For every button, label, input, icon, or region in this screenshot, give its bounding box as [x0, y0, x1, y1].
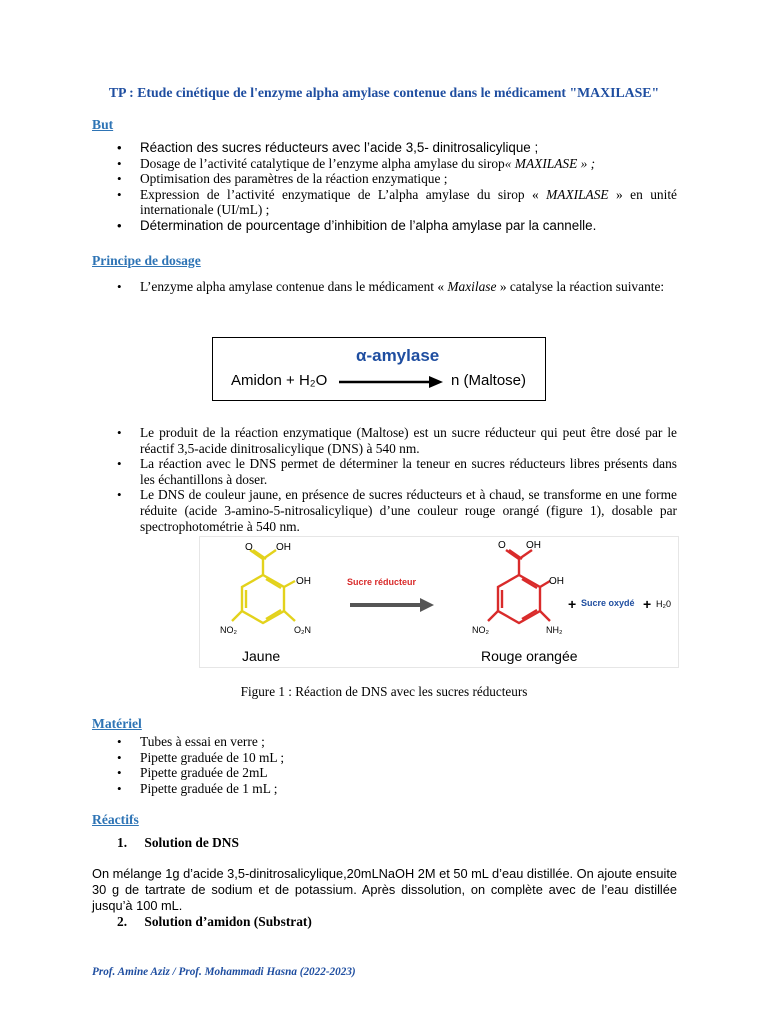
list-item: [117, 276, 677, 298]
plus-sign: +: [568, 596, 577, 612]
item-emphasis: Maxilase: [447, 279, 497, 294]
subheading-title-suffix: (Substrat): [250, 914, 312, 929]
plus-sign: +: [643, 596, 652, 612]
left-o-label: O: [245, 542, 253, 553]
list-item: [117, 156, 677, 172]
list-item: [117, 171, 677, 187]
right-no2-label: NO₂: [472, 625, 489, 635]
h2o-label: H₂0: [656, 599, 671, 609]
item-text: Expression de l’activité enzymatique de L’alpha amylase du sirop «: [140, 186, 547, 202]
page-footer: Prof. Amine Aziz / Prof. Mohammadi Hasna (2022-2023): [92, 966, 356, 978]
reduced-dns-molecule: [488, 550, 550, 623]
right-nh2-label: NH₂: [546, 625, 563, 635]
reaction-arrow-icon: [350, 598, 434, 612]
arrow-label: Sucre réducteur: [347, 577, 417, 587]
figure-drawing: [200, 537, 678, 667]
left-oh-label: OH: [296, 576, 311, 587]
page-title: TP : Etude cinétique de l'enzyme alpha amylase contenue dans le médicament "MAXILASE": [108, 85, 660, 100]
item-text: Optimisation des paramètres de la réaction enzymatique ;: [140, 171, 448, 187]
item-text: Détermination de pourcentage d’inhibition de l’alpha amylase par la cannelle.: [140, 217, 597, 233]
section-heading-reactifs: Réactifs: [92, 812, 139, 827]
list-item: • Pipette graduée de 10 mL ;: [117, 750, 677, 766]
list-item: • Le DNS de couleur jaune, en présence de sucres réducteurs et à chaud, se transforme en une forme réduite (acide 3-amino-5-nitrosalicylique) d’une couleur rouge orangé (figure 1), dosable par spectrophotométrie à 540 nm.: [117, 487, 677, 534]
section-heading-principe: Principe de dosage: [92, 253, 201, 268]
item-text: Réaction des sucres réducteurs avec l’acide 3,5- dinitrosalicylique ;: [140, 140, 539, 155]
list-item: [117, 218, 677, 234]
section-heading-but: But: [92, 117, 114, 132]
list-item: • La réaction avec le DNS permet de déterminer la teneur en sucres réducteurs libres présents dans les échantillons à doser.: [117, 456, 677, 487]
item-emphasis: MAXILASE: [546, 186, 609, 202]
figure-caption: Figure 1 : Réaction de DNS avec les sucres réducteurs: [240, 684, 528, 699]
left-no2-label: NO₂: [220, 625, 237, 635]
reaction-arrow-icon: [339, 375, 443, 389]
subheading-title: Solution d’amidon: [144, 914, 251, 929]
subheading-number: 2.: [117, 914, 128, 929]
left-oh-top-label: OH: [276, 542, 291, 553]
subheading-number: 1.: [117, 835, 128, 850]
sucre-oxyde-label: Sucre oxydé: [581, 598, 635, 608]
but-list: [117, 140, 677, 234]
list-item: • Le produit de la réaction enzymatique (Maltose) est un sucre réducteur qui peut être dosé par le réactif 3,5-acide dinitrosalicylique (DNS) à 540 nm.: [117, 425, 677, 456]
left-o2n-label: O₂N: [294, 625, 311, 635]
item-emphasis: « MAXILASE » ;: [504, 155, 596, 171]
subheading-amidon: [117, 914, 312, 930]
subheading-title: Solution de DNS: [144, 835, 239, 850]
list-item: • Pipette graduée de 2mL: [117, 765, 677, 781]
item-text: » en unité internationale (UI/mL) ;: [140, 186, 677, 218]
dns-molecule: [232, 550, 295, 623]
right-oh-label: OH: [549, 576, 564, 587]
materiel-list: [117, 734, 677, 796]
equation-products: n (Maltose): [451, 372, 527, 389]
list-item: [117, 140, 677, 156]
reaction-equation-box: [212, 337, 546, 401]
item-text: » catalyse la réaction suivante:: [496, 279, 665, 294]
right-o-label: O: [498, 540, 506, 551]
principe-intro-list: [117, 276, 677, 298]
rouge-orangee-label: Rouge orangée: [481, 648, 578, 664]
dns-solution-text: On mélange 1g d’acide 3,5-dinitrosalicylique,20mLNaOH 2M et 50 mL d’eau distillée. On ajoute ensuite 30 g de tartrate de sodium et de potassium. Après dissolution, on complète avec de l’eau distillée jusqu’à 100 mL.: [92, 866, 677, 913]
jaune-label: Jaune: [242, 648, 281, 664]
list-item: [117, 187, 677, 218]
principe-list: [117, 425, 677, 534]
subheading-dns: [117, 835, 239, 851]
figure-dns-reaction: [199, 536, 679, 668]
right-oh-top-label: OH: [526, 540, 541, 551]
item-text: Dosage de l’activité catalytique de l’enzyme alpha amylase du sirop: [140, 155, 505, 171]
list-item: • Pipette graduée de 1 mL ;: [117, 781, 677, 797]
section-heading-materiel: Matériel: [92, 716, 142, 731]
list-item: • Tubes à essai en verre ;: [117, 734, 677, 750]
item-text: L’enzyme alpha amylase contenue dans le médicament «: [140, 279, 448, 294]
enzyme-label: α-amylase: [356, 346, 440, 365]
equation-reactants: Amidon + H₂O: [231, 372, 328, 389]
